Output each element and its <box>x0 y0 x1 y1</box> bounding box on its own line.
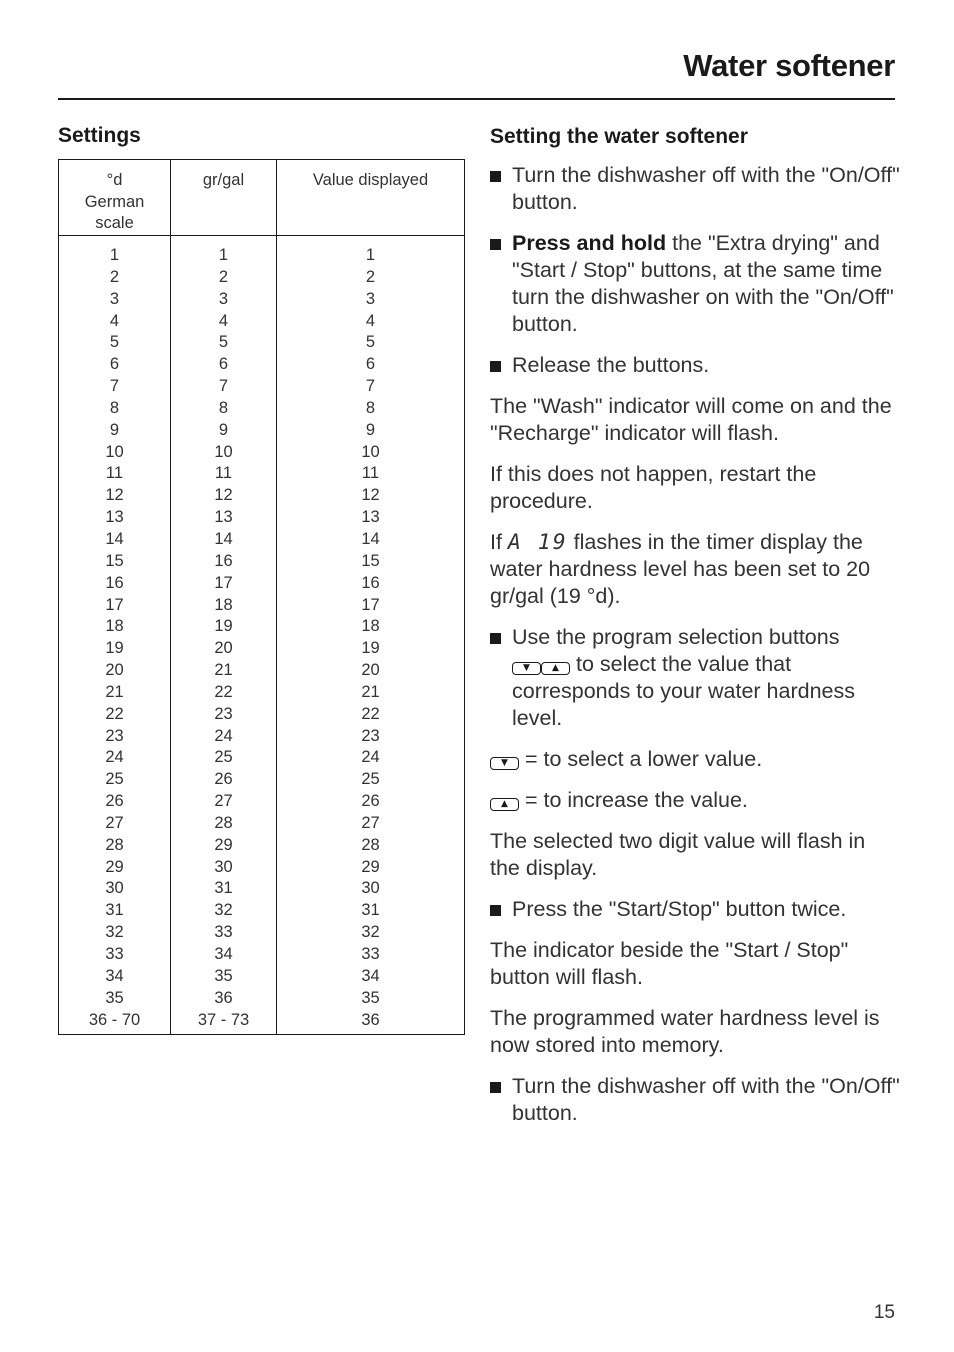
table-cell: 13 <box>361 508 380 527</box>
table-cell: 5 <box>218 333 229 352</box>
table-cell: 19 <box>361 639 380 658</box>
table-cell: 6 <box>218 355 229 374</box>
table-cell: 30 <box>214 857 233 876</box>
table-cell: 34 <box>361 966 380 985</box>
table-cell: 24 <box>105 748 124 767</box>
table-cell: 11 <box>105 464 124 483</box>
table-cell: 32 <box>214 901 233 920</box>
table-cell: 34 <box>214 945 233 963</box>
list-item <box>490 162 900 216</box>
table-cell: 10 <box>105 442 124 461</box>
paragraph <box>490 746 900 773</box>
down-button-icon: ▼ <box>512 662 541 675</box>
column-header-german-scale <box>59 160 171 236</box>
bullet-square-icon <box>490 171 501 182</box>
table-cell: 5 <box>109 333 120 352</box>
table-cell: 16 <box>105 573 124 592</box>
paragraph-text: = to increase the value. <box>519 788 748 812</box>
german-scale-column <box>59 236 171 1035</box>
table-cell: 8 <box>218 398 229 417</box>
paragraph: The programmed water hardness level is now stored into memory. <box>490 1006 880 1057</box>
section-heading: Setting the water softener <box>490 125 748 148</box>
table-cell: 17 <box>105 595 124 614</box>
table-cell: 21 <box>214 661 233 680</box>
table-cell: 31 <box>361 901 380 920</box>
table-cell: 7 <box>365 377 376 396</box>
table-cell: 23 <box>105 726 124 745</box>
table-cell: 16 <box>361 573 380 592</box>
table-cell: 33 <box>105 945 124 963</box>
table-cell: 37 - 73 <box>197 1010 250 1029</box>
table-cell: 28 <box>361 835 380 854</box>
table-cell: 10 <box>361 442 380 461</box>
table-cell: 6 <box>109 355 120 374</box>
table-cell: 36 <box>214 988 233 1007</box>
settings-table <box>58 159 465 1035</box>
table-cell: 20 <box>361 661 380 680</box>
table-cell: 13 <box>214 508 233 527</box>
column-header-value-displayed <box>277 160 465 236</box>
table-cell: 2 <box>109 267 120 286</box>
table-cell: 12 <box>214 486 233 505</box>
settings-heading: Settings <box>58 124 141 147</box>
table-cell: 27 <box>214 792 233 811</box>
table-cell: 25 <box>361 770 380 789</box>
table-cell: 30 <box>361 879 380 898</box>
step-emphasis: Press and hold <box>512 231 667 255</box>
up-button-icon: ▲ <box>541 662 570 675</box>
header-line: scale <box>95 214 134 232</box>
page-title: Water softener <box>683 48 895 83</box>
table-cell: 26 <box>105 792 124 811</box>
table-cell: 8 <box>109 398 120 417</box>
table-cell: 32 <box>105 923 124 942</box>
paragraph <box>490 529 900 610</box>
down-button-icon: ▼ <box>490 757 519 770</box>
paragraph <box>490 787 900 814</box>
paragraph: The selected two digit value will flash in the display. <box>490 829 866 880</box>
table-cell: 1 <box>365 246 376 264</box>
header-line: gr/gal <box>202 171 245 189</box>
table-cell: 26 <box>361 792 380 811</box>
value-displayed-column <box>277 236 465 1035</box>
column-header-gr-gal <box>171 160 277 236</box>
bullet-square-icon <box>490 1082 501 1093</box>
table-cell: 12 <box>105 486 124 505</box>
page-number: 15 <box>873 1302 895 1323</box>
paragraph: The indicator beside the "Start / Stop" button will flash. <box>490 938 849 989</box>
table-cell: 20 <box>105 661 124 680</box>
table-cell: 18 <box>214 595 233 614</box>
table-cell: 36 - 70 <box>88 1010 141 1029</box>
table-cell: 22 <box>214 682 233 701</box>
table-cell: 19 <box>214 617 233 636</box>
table-cell: 11 <box>214 464 233 483</box>
table-cell: 10 <box>214 442 233 461</box>
table-cell: 21 <box>105 682 124 701</box>
table-cell: 24 <box>361 748 380 767</box>
list-item <box>490 1073 900 1127</box>
table-cell: 9 <box>109 420 120 439</box>
table-cell: 12 <box>361 486 380 505</box>
table-cell: 35 <box>214 966 233 985</box>
table-cell: 30 <box>105 879 124 898</box>
table-cell: 16 <box>214 551 233 570</box>
table-cell: 23 <box>214 704 233 723</box>
table-cell: 25 <box>105 770 124 789</box>
step-text: the "Extra drying" and "Start / Stop" buttons, at the same time turn the dishwasher on with the "On/Off" button. <box>512 231 894 336</box>
table-cell: 33 <box>214 923 233 942</box>
list-item <box>490 230 900 338</box>
table-body-row <box>59 236 465 1035</box>
list-item <box>490 352 900 379</box>
table-cell: 17 <box>361 595 380 614</box>
list-item <box>490 896 900 923</box>
table-cell: 35 <box>105 988 124 1007</box>
table-cell: 19 <box>105 639 124 658</box>
table-cell: 14 <box>105 529 124 548</box>
table-cell: 8 <box>365 398 376 417</box>
table-cell: 35 <box>361 988 380 1007</box>
table-cell: 21 <box>361 682 380 701</box>
bullet-square-icon <box>490 905 501 916</box>
step-text: Turn the dishwasher off with the "On/Off" button. <box>512 1074 900 1125</box>
table-cell: 26 <box>214 770 233 789</box>
table-cell: 4 <box>218 311 229 330</box>
table-cell: 31 <box>214 879 233 898</box>
table-cell: 3 <box>218 289 229 308</box>
table-cell: 3 <box>365 289 376 308</box>
table-cell: 28 <box>105 835 124 854</box>
table-cell: 2 <box>365 267 376 286</box>
list-item <box>490 624 900 732</box>
table-cell: 27 <box>361 813 380 832</box>
paragraph: The "Wash" indicator will come on and the "Recharge" indicator will flash. <box>490 394 892 445</box>
table-cell: 2 <box>218 267 229 286</box>
table-cell: 14 <box>361 529 380 548</box>
table-cell: 20 <box>214 639 233 658</box>
table-cell: 15 <box>361 551 380 570</box>
step-text: Release the buttons. <box>512 353 710 377</box>
table-cell: 29 <box>214 835 233 854</box>
table-cell: 31 <box>105 901 124 920</box>
table-cell: 15 <box>105 551 124 570</box>
instructions-section <box>490 124 900 1141</box>
table-cell: 9 <box>218 420 229 439</box>
table-cell: 7 <box>218 377 229 396</box>
table-cell: 14 <box>214 529 233 548</box>
paragraph-text: = to select a lower value. <box>519 747 763 771</box>
gr-gal-column <box>171 236 277 1035</box>
paragraph-text: flashes in the timer display the water hardness level has been set to 20 gr/gal (19 °d). <box>490 530 871 608</box>
table-cell: 27 <box>105 813 124 832</box>
table-cell: 17 <box>214 573 233 592</box>
table-cell: 18 <box>105 617 124 636</box>
step-text: Use the program selection buttons <box>512 625 840 649</box>
table-cell: 6 <box>365 355 376 374</box>
table-cell: 32 <box>361 923 380 942</box>
table-cell: 29 <box>105 857 124 876</box>
table-cell: 5 <box>365 333 376 352</box>
bullet-square-icon <box>490 361 501 372</box>
step-text: Press the "Start/Stop" button twice. <box>512 897 847 921</box>
table-cell: 18 <box>361 617 380 636</box>
paragraph: If this does not happen, restart the procedure. <box>490 462 817 513</box>
table-cell: 13 <box>105 508 124 527</box>
header-rule <box>58 98 895 100</box>
table-header-row <box>59 160 465 236</box>
table-cell: 7 <box>109 377 120 396</box>
header-line: °d <box>106 171 123 189</box>
table-cell: 4 <box>365 311 376 330</box>
display-code: A 19 <box>507 530 568 555</box>
table-cell: 11 <box>361 464 380 483</box>
table-cell: 1 <box>218 246 229 264</box>
header-line: German <box>84 192 145 211</box>
table-cell: 28 <box>214 813 233 832</box>
table-cell: 25 <box>214 748 233 767</box>
table-cell: 1 <box>109 246 120 264</box>
table-cell: 36 <box>361 1010 380 1029</box>
table-cell: 29 <box>361 857 380 876</box>
table-cell: 3 <box>109 289 120 308</box>
paragraph-text: If <box>490 530 508 554</box>
table-cell: 22 <box>105 704 124 723</box>
step-text: to select the value that corresponds to your water hardness level. <box>512 652 855 730</box>
table-cell: 34 <box>105 966 124 985</box>
table-cell: 22 <box>361 704 380 723</box>
table-cell: 9 <box>365 420 376 439</box>
table-cell: 4 <box>109 311 120 330</box>
up-button-icon: ▲ <box>490 798 519 811</box>
header-line: Value displayed <box>312 171 429 189</box>
bullet-square-icon <box>490 239 501 250</box>
table-cell: 24 <box>214 726 233 745</box>
step-text: Turn the dishwasher off with the "On/Off" button. <box>512 163 900 214</box>
bullet-square-icon <box>490 633 501 644</box>
table-cell: 23 <box>361 726 380 745</box>
table-cell: 33 <box>361 945 380 963</box>
